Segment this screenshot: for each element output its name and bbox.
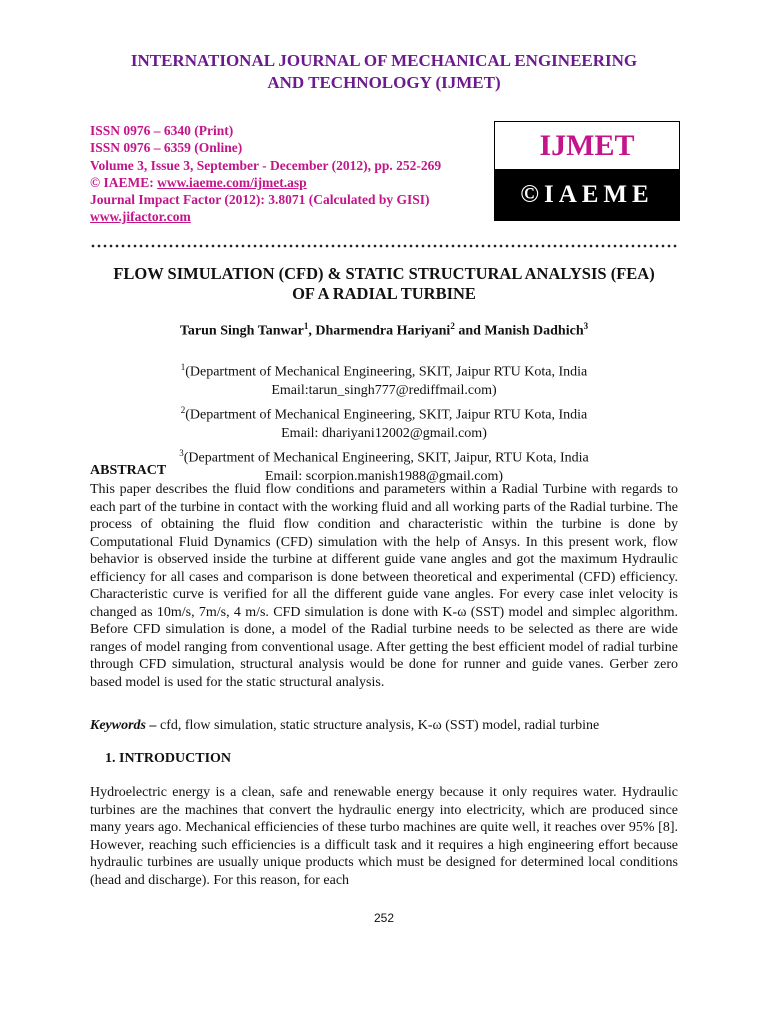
author-superscript: 3 (583, 321, 589, 331)
paper-title-line2: OF A RADIAL TURBINE (292, 284, 476, 303)
affiliation-email: Email:tarun_singh777@rediffmail.com) (271, 383, 497, 399)
jifactor-link[interactable]: www.jifactor.com (90, 209, 191, 225)
affiliation-text: (Department of Mechanical Engineering, SKIT, Jaipur RTU Kota, India (185, 407, 588, 423)
journal-meta (90, 122, 490, 226)
journal-title-line1: INTERNATIONAL JOURNAL OF MECHANICAL ENGINEERING (130, 51, 638, 70)
author-separator: , (308, 323, 316, 339)
issn-print: ISSN 0976 – 6340 (Print) (90, 123, 234, 138)
dotted-divider (90, 244, 678, 248)
introduction-heading: 1. INTRODUCTION (105, 751, 232, 766)
impact-factor: Journal Impact Factor (2012): 3.8071 (Calculated by GISI) (90, 192, 430, 208)
author-name: Tarun Singh Tanwar (179, 323, 304, 339)
paper-title (70, 264, 698, 304)
introduction-text: Hydroelectric energy is a clean, safe and renewable energy because it only requires water. Hydraulic turbines are the machines that convert the hydraulic energy into electricity, which are produced since many years ago. Mechanical efficiencies of these turbo machines are quite well, it reaches over 95% [8]. However, reaching such efficiencies is a difficult task and it requires a high engineering effort because hydraulic turbines are usually unique products which must be designed for determined local conditions (head and discharge). For this reason, for each (90, 785, 678, 888)
abstract-heading: ABSTRACT (90, 463, 167, 478)
keywords-text: cfd, flow simulation, static structure analysis, K-ω (SST) model, radial turbine (156, 718, 600, 733)
keywords-label: Keywords – (90, 718, 157, 733)
affiliation-superscript: 1 (180, 362, 186, 372)
issn-online: ISSN 0976 – 6359 (Online) (90, 140, 243, 156)
affiliation-superscript: 2 (180, 404, 186, 415)
affiliations (90, 358, 678, 487)
affiliation-superscript: 3 (179, 447, 184, 458)
paper-title-line1: FLOW SIMULATION (CFD) & STATIC STRUCTURAL ANALYSIS (FEA) (113, 264, 655, 283)
author-superscript: 2 (450, 321, 455, 331)
journal-title (60, 50, 708, 94)
affiliation-email: Email: dhariyani12002@gmail.com) (281, 426, 487, 442)
author-name: Dharmendra Hariyani (315, 323, 451, 339)
affiliation-text: (Department of Mechanical Engineering, SKIT, Jaipur RTU Kota, India (185, 364, 588, 380)
affiliation-dept (90, 358, 678, 382)
affiliation-text: (Department of Mechanical Engineering, SKIT, Jaipur, RTU Kota, India (183, 450, 589, 466)
affiliation-email: Email: scorpion.manish1988@gmail.com) (264, 468, 504, 484)
page-number: 252 (373, 911, 395, 925)
author-separator: and (454, 323, 485, 339)
ijmet-logo (494, 121, 680, 221)
logo-iaeme-text: ©IAEME (495, 169, 679, 220)
affiliation-dept (90, 401, 678, 425)
keywords (90, 718, 690, 734)
author-list (60, 321, 708, 340)
logo-ijmet-text: IJMET (539, 129, 635, 162)
affiliation-dept (90, 444, 678, 468)
iaeme-link[interactable]: www.iaeme.com/ijmet.asp (157, 174, 307, 190)
journal-title-line2: AND TECHNOLOGY (IJMET) (267, 73, 501, 92)
abstract-text: This paper describes the fluid flow conditions and parameters within a Radial Turbine with regards to each part of the turbine in contact with the working fluid and all working parts of the Radial turbine. The process of obtaining the fluid flow condition and characteristic within the turbine is done by Computational Fluid Dynamics (CFD) simulation with the help of Ansys. In this present work, flow behavior is observed inside the turbine at different guide vane angles and got the maximum Hydraulic efficiency for all cases and comparison is done between theoretical and experimental (CFD) efficiency. Characteristic curve is verified for all the different guide vane angles. For every case inlet velocity is changed as 10m/s, 7m/s, 4 m/s. CFD simulation is done with K-ω (SST) model and simplec algorithm. Before CFD simulation is done, a model of the Radial turbine needs to be selected as there are wide ranges of model ranging from conventional usage. After getting the best efficient model of radial turbine through CFD simulation, structural analysis would be done for runner and guide vanes. Gerber zero based model is used for the static structural analysis. (90, 482, 678, 690)
author-superscript: 1 (303, 321, 309, 331)
copyright-prefix: © IAEME: (90, 174, 158, 190)
author-name: Manish Dadhich (484, 323, 584, 339)
volume-info: Volume 3, Issue 3, September - December (2012), pp. 252-269 (90, 157, 442, 173)
copyright-line (90, 174, 490, 191)
